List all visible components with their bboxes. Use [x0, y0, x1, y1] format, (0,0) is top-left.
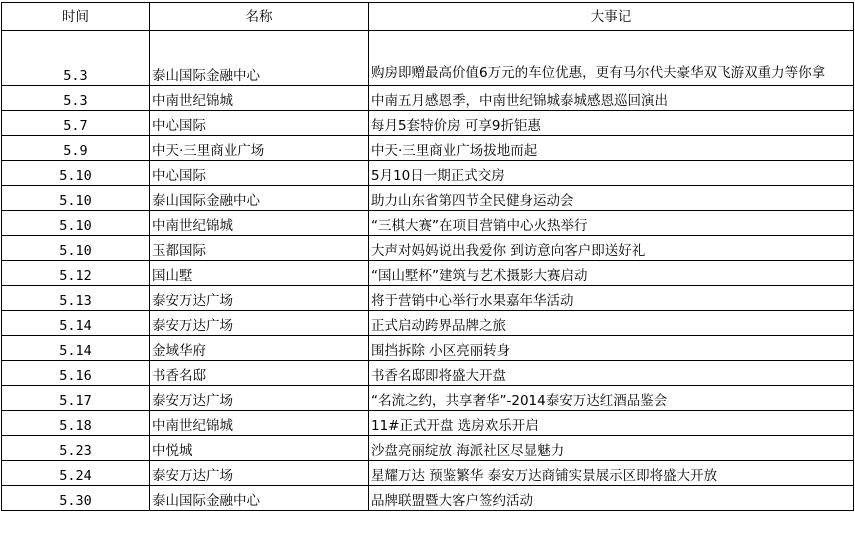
- row-date: 5.9: [2, 136, 150, 161]
- row-event: “国山墅杯”建筑与艺术摄影大赛启动: [369, 261, 854, 286]
- row-event: 助力山东省第四节全民健身运动会: [369, 186, 854, 211]
- row-date: 5.10: [2, 236, 150, 261]
- table-row: [2, 86, 854, 111]
- row-name: 玉都国际: [150, 236, 369, 261]
- row-date: 5.7: [2, 111, 150, 136]
- row-name: 泰山国际金融中心: [150, 31, 369, 86]
- row-date: 5.16: [2, 361, 150, 386]
- row-date: 5.12: [2, 261, 150, 286]
- table-row: [2, 436, 854, 461]
- header-row: [2, 3, 854, 31]
- row-date: 5.3: [2, 86, 150, 111]
- row-event: 大声对妈妈说出我爱你 到访意向客户即送好礼: [369, 236, 854, 261]
- row-name: 中南世纪锦城: [150, 211, 369, 236]
- table-row: [2, 411, 854, 436]
- row-name: 中南世纪锦城: [150, 411, 369, 436]
- table-body: [2, 31, 854, 511]
- row-name: 金域华府: [150, 336, 369, 361]
- row-date: 5.10: [2, 211, 150, 236]
- table-row: [2, 186, 854, 211]
- row-name: 泰安万达广场: [150, 461, 369, 486]
- table-row: [2, 261, 854, 286]
- row-name: 中南世纪锦城: [150, 86, 369, 111]
- row-name: 国山墅: [150, 261, 369, 286]
- row-event: 星耀万达 预鉴繁华 泰安万达商铺实景展示区即将盛大开放: [369, 461, 854, 486]
- row-event: “名流之约，共享奢华”-2014泰安万达红酒品鉴会: [369, 386, 854, 411]
- table-row: [2, 111, 854, 136]
- table-row: [2, 236, 854, 261]
- table-row: [2, 31, 854, 86]
- table-row: [2, 136, 854, 161]
- row-name: 中心国际: [150, 111, 369, 136]
- row-name: 泰安万达广场: [150, 311, 369, 336]
- row-event: 围挡拆除 小区亮丽转身: [369, 336, 854, 361]
- table-row: [2, 361, 854, 386]
- row-date: 5.14: [2, 336, 150, 361]
- row-date: 5.3: [2, 31, 150, 86]
- events-table: [1, 2, 854, 511]
- table-row: [2, 486, 854, 511]
- row-event: 11#正式开盘 选房欢乐开启: [369, 411, 854, 436]
- row-event: “三棋大赛”在项目营销中心火热举行: [369, 211, 854, 236]
- row-event: 购房即赠最高价值6万元的车位优惠，更有马尔代夫豪华双飞游双重力等你拿: [369, 31, 854, 86]
- table-row: [2, 211, 854, 236]
- row-name: 中悦城: [150, 436, 369, 461]
- row-name: 泰安万达广场: [150, 386, 369, 411]
- row-date: 5.23: [2, 436, 150, 461]
- row-date: 5.24: [2, 461, 150, 486]
- row-event: 5月10日一期正式交房: [369, 161, 854, 186]
- row-date: 5.10: [2, 186, 150, 211]
- table-header: [2, 3, 854, 31]
- row-name: 中心国际: [150, 161, 369, 186]
- row-date: 5.13: [2, 286, 150, 311]
- row-event: 沙盘亮丽绽放 海派社区尽显魅力: [369, 436, 854, 461]
- row-name: 书香名邸: [150, 361, 369, 386]
- table-row: [2, 161, 854, 186]
- row-date: 5.18: [2, 411, 150, 436]
- row-date: 5.17: [2, 386, 150, 411]
- header-event: 大事记: [369, 3, 854, 31]
- table-row: [2, 461, 854, 486]
- row-date: 5.30: [2, 486, 150, 511]
- header-name: 名称: [150, 3, 369, 31]
- row-event: 书香名邸即将盛大开盘: [369, 361, 854, 386]
- table-row: [2, 386, 854, 411]
- row-event: 中天·三里商业广场拔地而起: [369, 136, 854, 161]
- row-date: 5.14: [2, 311, 150, 336]
- row-name: 泰山国际金融中心: [150, 186, 369, 211]
- row-name: 中天·三里商业广场: [150, 136, 369, 161]
- table-row: [2, 311, 854, 336]
- row-event: 中南五月感恩季，中南世纪锦城泰城感恩巡回演出: [369, 86, 854, 111]
- table-row: [2, 336, 854, 361]
- row-date: 5.10: [2, 161, 150, 186]
- row-event: 将于营销中心举行水果嘉年华活动: [369, 286, 854, 311]
- row-event: 品牌联盟暨大客户签约活动: [369, 486, 854, 511]
- row-name: 泰安万达广场: [150, 286, 369, 311]
- header-time: 时间: [2, 3, 150, 31]
- table-row: [2, 286, 854, 311]
- row-event: 每月5套特价房 可享9折钜惠: [369, 111, 854, 136]
- row-name: 泰山国际金融中心: [150, 486, 369, 511]
- row-event: 正式启动跨界品牌之旅: [369, 311, 854, 336]
